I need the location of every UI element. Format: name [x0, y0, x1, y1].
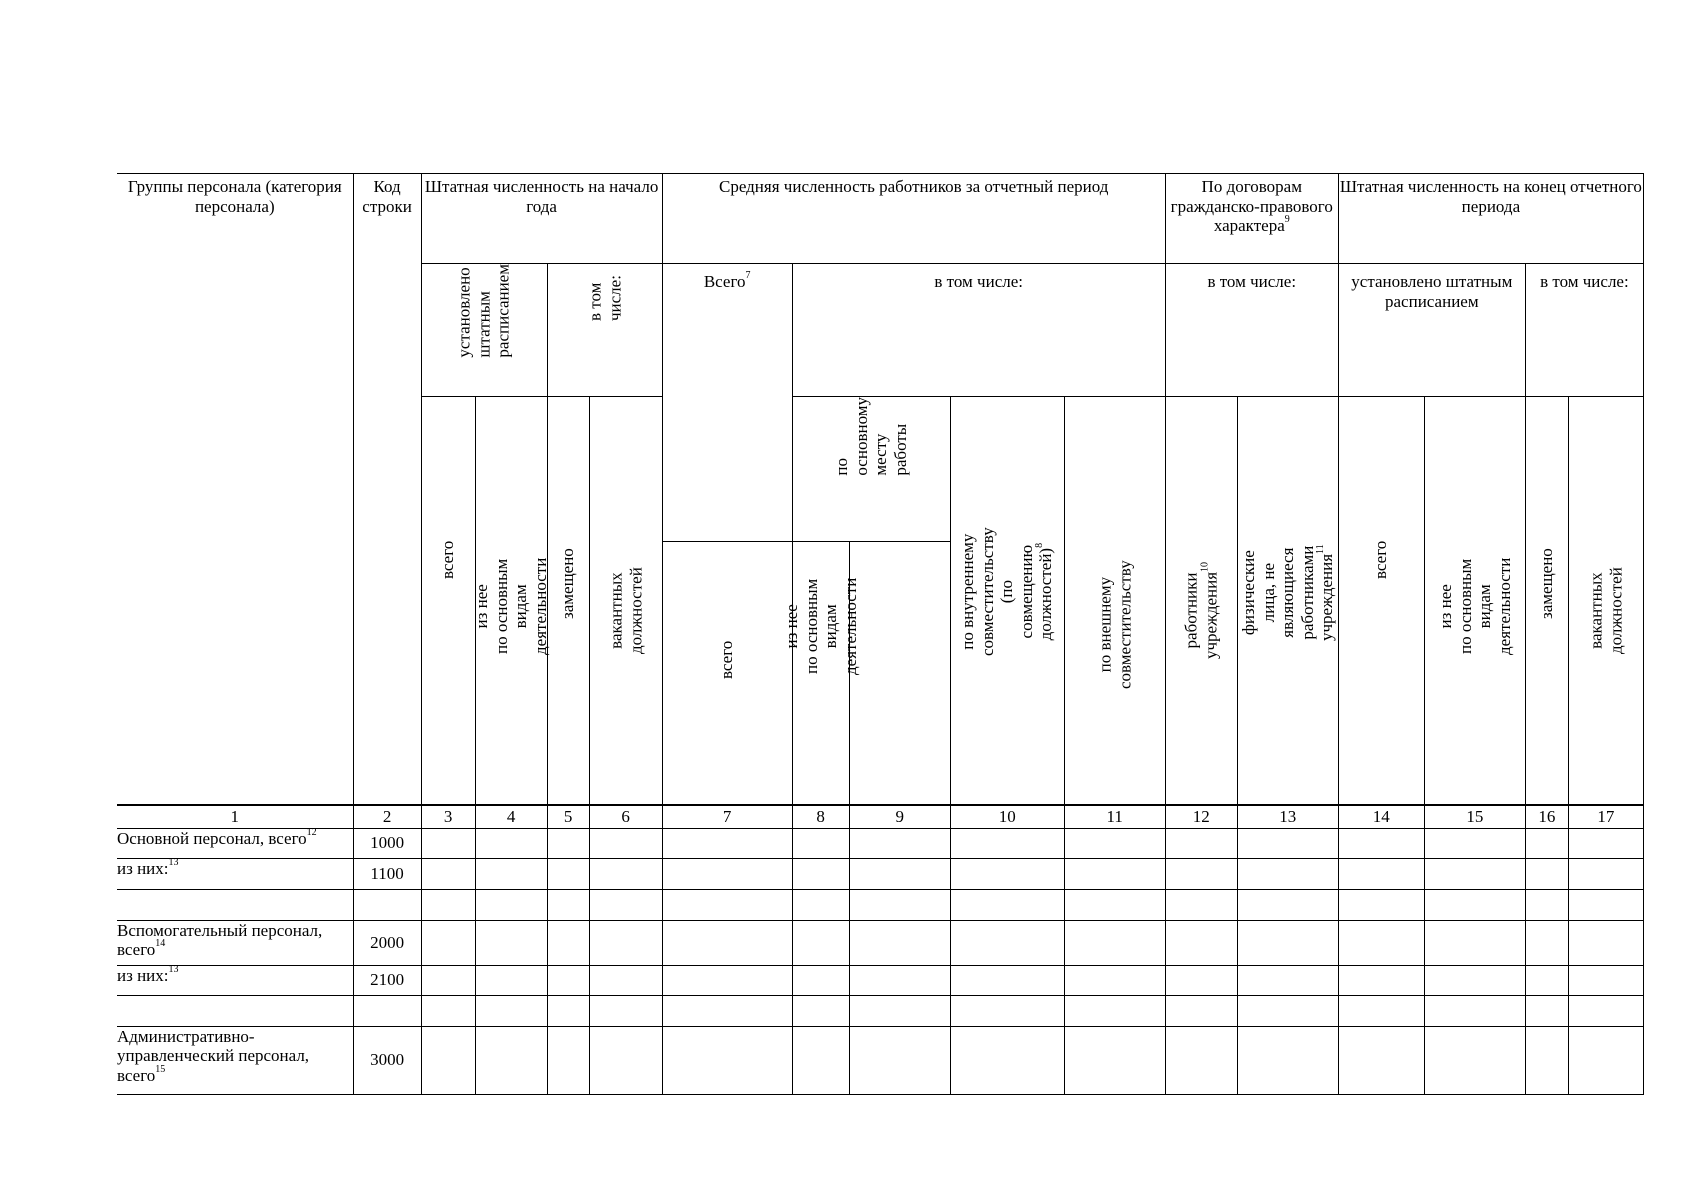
data-cell[interactable]: [1237, 889, 1338, 920]
data-cell[interactable]: [950, 889, 1064, 920]
data-cell[interactable]: [421, 828, 475, 858]
data-cell[interactable]: [1568, 828, 1643, 858]
established-by-schedule-end-header: установлено штатным расписанием: [1338, 264, 1525, 397]
data-cell[interactable]: [1525, 1026, 1568, 1094]
data-cell[interactable]: [1237, 965, 1338, 995]
data-cell[interactable]: [589, 920, 662, 965]
avg-headcount-header: Средняя численность работников за отчетный период: [662, 174, 1165, 264]
start-of-main-header: из нее по основным видам деятельности: [475, 397, 547, 805]
column-number: 17: [1568, 805, 1643, 829]
main-place-header: по основному месту работы: [792, 397, 950, 542]
data-cell[interactable]: [792, 828, 849, 858]
row-code: [353, 995, 421, 1026]
data-cell[interactable]: [662, 1026, 792, 1094]
staff-start-header: Штатная численность на начало года: [421, 174, 662, 264]
data-cell[interactable]: [1525, 889, 1568, 920]
data-cell[interactable]: [1064, 858, 1165, 889]
column-number: 10: [950, 805, 1064, 829]
data-cell[interactable]: [1165, 965, 1237, 995]
avg-including-header: в том числе:: [792, 264, 1165, 397]
data-cell[interactable]: [421, 889, 475, 920]
data-cell[interactable]: [662, 828, 792, 858]
data-cell[interactable]: [1525, 920, 1568, 965]
column-number: 5: [547, 805, 589, 829]
column-number: 9: [849, 805, 950, 829]
data-cell[interactable]: [849, 965, 950, 995]
data-cell[interactable]: [421, 995, 475, 1026]
row-label: из них:$^{13}$: [117, 858, 353, 889]
data-cell[interactable]: [589, 1026, 662, 1094]
data-cell[interactable]: [1525, 858, 1568, 889]
data-cell[interactable]: [1165, 920, 1237, 965]
data-cell[interactable]: [849, 1026, 950, 1094]
data-cell[interactable]: [1525, 965, 1568, 995]
row-label: из них:$^{13}$: [117, 965, 353, 995]
start-vacant-header: вакантных должностей: [589, 397, 662, 805]
groups-header: Группы персонала (категория персонала): [117, 174, 353, 805]
data-cell[interactable]: [792, 858, 849, 889]
data-cell[interactable]: [1064, 920, 1165, 965]
data-cell[interactable]: [547, 828, 589, 858]
column-number: 16: [1525, 805, 1568, 829]
row-label: [117, 889, 353, 920]
data-cell[interactable]: [1568, 858, 1643, 889]
row-code: [353, 889, 421, 920]
data-cell[interactable]: [1237, 828, 1338, 858]
column-number: 6: [589, 805, 662, 829]
row-code: 3000: [353, 1026, 421, 1094]
row-label: [117, 995, 353, 1026]
main-place-total-header: всего: [662, 542, 792, 805]
table-row: [117, 995, 1644, 1026]
data-cell[interactable]: [589, 965, 662, 995]
row-code: 2000: [353, 920, 421, 965]
row-label: Вспомогательный персонал, всего$^{14}$: [117, 920, 353, 965]
including-v-header: в том числе:: [547, 264, 662, 397]
data-cell[interactable]: [1338, 828, 1424, 858]
data-cell[interactable]: [849, 920, 950, 965]
data-cell[interactable]: [1237, 920, 1338, 965]
column-number: 1: [117, 805, 353, 829]
column-number-row: [117, 805, 1644, 829]
data-cell[interactable]: [1064, 889, 1165, 920]
data-cell[interactable]: [662, 858, 792, 889]
end-filled-header: замещено: [1525, 397, 1568, 805]
data-cell[interactable]: [950, 965, 1064, 995]
data-cell[interactable]: [662, 995, 792, 1026]
start-filled-header: замещено: [547, 397, 589, 805]
row-label: Основной персонал, всего$^{12}$: [117, 828, 353, 858]
data-cell[interactable]: [1237, 1026, 1338, 1094]
data-cell[interactable]: [1568, 965, 1643, 995]
data-cell[interactable]: [792, 965, 849, 995]
civil-contracts-header: По договорам гражданско-правового характера$^9$: [1165, 174, 1338, 264]
data-cell[interactable]: [421, 1026, 475, 1094]
data-cell[interactable]: [475, 995, 547, 1026]
column-number: 14: [1338, 805, 1424, 829]
data-cell[interactable]: [1424, 889, 1525, 920]
data-cell[interactable]: [1064, 965, 1165, 995]
data-cell[interactable]: [475, 965, 547, 995]
gph-including-header: в том числе:: [1165, 264, 1338, 397]
data-cell[interactable]: [792, 995, 849, 1026]
data-cell[interactable]: [1064, 995, 1165, 1026]
data-cell[interactable]: [662, 965, 792, 995]
staff-headcount-table: [117, 173, 1644, 1095]
data-cell[interactable]: [849, 858, 950, 889]
data-cell[interactable]: [1165, 858, 1237, 889]
data-cell[interactable]: [1338, 920, 1424, 965]
data-cell[interactable]: [475, 828, 547, 858]
end-of-main-header: из нее по основным видам деятельности: [1424, 397, 1525, 805]
end-total-header: всего: [1338, 397, 1424, 805]
data-cell[interactable]: [421, 858, 475, 889]
data-cell[interactable]: [589, 828, 662, 858]
data-cell[interactable]: [1424, 828, 1525, 858]
data-cell[interactable]: [849, 889, 950, 920]
staff-end-header: Штатная численность на конец отчетного периода: [1338, 174, 1643, 264]
table-row: [117, 828, 1644, 858]
data-cell[interactable]: [1568, 889, 1643, 920]
data-cell[interactable]: [792, 920, 849, 965]
data-cell[interactable]: [1424, 858, 1525, 889]
column-number: 7: [662, 805, 792, 829]
column-number: 4: [475, 805, 547, 829]
data-cell[interactable]: [792, 889, 849, 920]
data-cell[interactable]: [1165, 1026, 1237, 1094]
data-cell[interactable]: [1165, 828, 1237, 858]
column-number: 13: [1237, 805, 1338, 829]
table-row: [117, 920, 1644, 965]
row-code: 2100: [353, 965, 421, 995]
code-header: Код строки: [353, 174, 421, 805]
row-label: Административно-управленческий персонал, всего$^{15}$: [117, 1026, 353, 1094]
data-cell[interactable]: [950, 858, 1064, 889]
data-cell[interactable]: [849, 828, 950, 858]
column-number: 2: [353, 805, 421, 829]
data-cell[interactable]: [1525, 995, 1568, 1026]
external-combination-header: по внешнему совместительству: [1064, 397, 1165, 805]
data-cell[interactable]: [849, 995, 950, 1026]
data-cell[interactable]: [1064, 828, 1165, 858]
data-cell[interactable]: [421, 920, 475, 965]
main-place-of-main-header: из нее по основным видам деятельности: [792, 542, 849, 805]
non-workers-header: физические лица, не являющиеся работниками учреждения$^{11}$: [1237, 397, 1338, 805]
column-number: 8: [792, 805, 849, 829]
data-cell[interactable]: [950, 995, 1064, 1026]
data-cell[interactable]: [1064, 1026, 1165, 1094]
data-cell[interactable]: [547, 1026, 589, 1094]
row-code: 1000: [353, 828, 421, 858]
data-cell[interactable]: [1424, 1026, 1525, 1094]
data-cell[interactable]: [589, 889, 662, 920]
data-cell[interactable]: [589, 995, 662, 1026]
column-number: 3: [421, 805, 475, 829]
including-end-header: в том числе:: [1525, 264, 1643, 397]
column-number: 12: [1165, 805, 1237, 829]
column-number: 15: [1424, 805, 1525, 829]
data-cell[interactable]: [1338, 1026, 1424, 1094]
data-cell[interactable]: [950, 1026, 1064, 1094]
data-cell[interactable]: [1525, 828, 1568, 858]
data-cell[interactable]: [1165, 995, 1237, 1026]
data-cell[interactable]: [547, 965, 589, 995]
data-cell[interactable]: [547, 920, 589, 965]
end-vacant-header: вакантных должностей: [1568, 397, 1643, 805]
data-cell[interactable]: [475, 920, 547, 965]
table-row: [117, 858, 1644, 889]
data-cell[interactable]: [1338, 965, 1424, 995]
established-by-schedule-v-header: установлено штатным расписанием: [421, 264, 547, 397]
internal-combination-header: по внутреннему совместительству (по совмещению должностей)$^8$: [950, 397, 1064, 805]
data-cell[interactable]: [950, 920, 1064, 965]
data-cell[interactable]: [475, 858, 547, 889]
avg-total-header: Всего$^7$: [662, 264, 792, 542]
data-cell[interactable]: [475, 1026, 547, 1094]
data-cell[interactable]: [1568, 995, 1643, 1026]
data-cell[interactable]: [589, 858, 662, 889]
data-cell[interactable]: [1424, 920, 1525, 965]
data-cell[interactable]: [662, 920, 792, 965]
table-row: [117, 1026, 1644, 1094]
data-cell[interactable]: [1568, 920, 1643, 965]
table-row: [117, 889, 1644, 920]
data-cell[interactable]: [792, 1026, 849, 1094]
data-cell[interactable]: [1568, 1026, 1643, 1094]
column-number: 11: [1064, 805, 1165, 829]
data-cell[interactable]: [662, 889, 792, 920]
data-cell[interactable]: [1424, 965, 1525, 995]
data-cell[interactable]: [1338, 889, 1424, 920]
data-cell[interactable]: [1165, 889, 1237, 920]
data-cell[interactable]: [1237, 858, 1338, 889]
data-cell[interactable]: [475, 889, 547, 920]
row-code: 1100: [353, 858, 421, 889]
data-cell[interactable]: [547, 889, 589, 920]
data-cell[interactable]: [1338, 995, 1424, 1026]
data-cell[interactable]: [547, 858, 589, 889]
data-cell[interactable]: [1338, 858, 1424, 889]
institution-workers-header: работники учреждения$^{10}$: [1165, 397, 1237, 805]
data-cell[interactable]: [421, 965, 475, 995]
data-cell[interactable]: [547, 995, 589, 1026]
table-row: [117, 965, 1644, 995]
data-cell[interactable]: [950, 828, 1064, 858]
data-cell[interactable]: [1424, 995, 1525, 1026]
data-cell[interactable]: [1237, 995, 1338, 1026]
start-total-header: всего: [421, 397, 475, 805]
